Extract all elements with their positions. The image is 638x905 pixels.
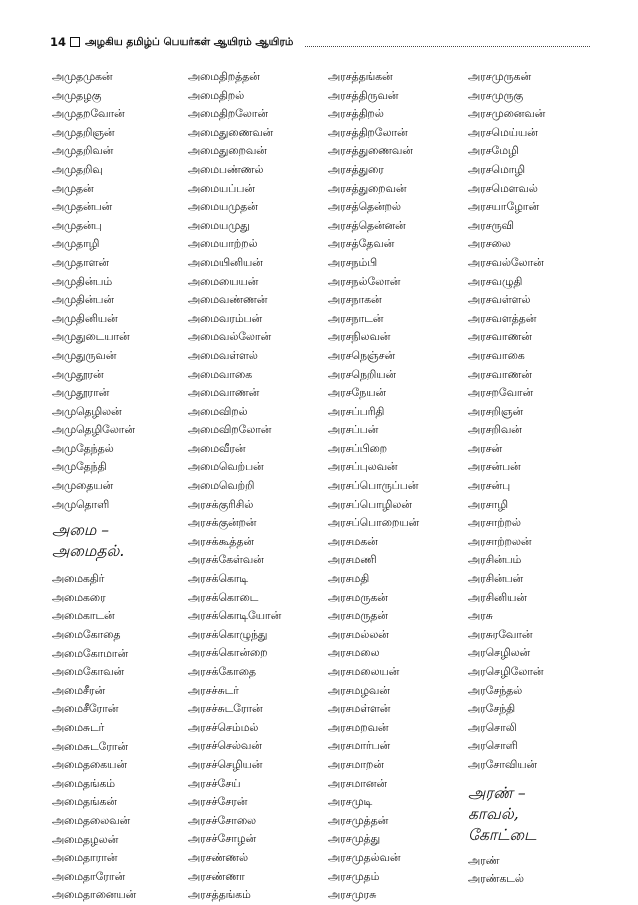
name-entry: அரசச்செல்வன்	[188, 739, 262, 753]
name-entry: அமைவள்ளல்	[188, 348, 258, 362]
name-entry: அரசெழிலன்	[468, 646, 531, 660]
name-entry: அமுதாழி	[52, 237, 100, 251]
name-entry: அரசக்கொடை	[188, 590, 259, 604]
column-3	[328, 68, 460, 905]
name-entry: அமைவரம்பன்	[188, 311, 263, 325]
heading-line: அமை –	[52, 521, 110, 540]
name-entry: அரசமலை	[328, 646, 380, 660]
section-heading-aran	[468, 783, 600, 846]
name-entry: அமைதலைவன்	[52, 813, 130, 827]
name-entry: அமுதன்பன்	[52, 200, 112, 214]
name-entry: அமுதேந்தி	[52, 460, 107, 474]
name-entry: அமைசுடரோன்	[52, 739, 128, 753]
name-entry: அரசச்சேய்	[188, 776, 241, 790]
name-entry: அமையினியன்	[188, 255, 263, 269]
name-entry: அரசமுத்து	[328, 832, 380, 846]
name-entry: அரசண்ணா	[188, 869, 245, 883]
name-entry: அமைதங்கன்	[52, 795, 117, 809]
name-entry: அரசக்கொடியோன்	[188, 609, 282, 623]
name-entry: அரசவாணன்	[468, 330, 532, 344]
name-entry: அமையப்பன்	[188, 181, 255, 195]
name-entry: அமைதங்கம்	[52, 776, 115, 790]
name-entry: அரசத்திறல்	[328, 107, 384, 121]
name-entry: அரசெழிலோன்	[468, 665, 544, 678]
name-entry: அரசன்பன்	[468, 460, 521, 474]
name-entry: அமைவாகை	[188, 367, 253, 381]
name-entry: அமைவிறலோன்	[188, 423, 272, 437]
name-entry: அரசமுருகன்	[468, 70, 531, 83]
name-entry: அரசலை	[468, 237, 511, 251]
name-entry: அரசமருதன்	[328, 609, 388, 623]
book-title: அழகிய தமிழ்ப் பெயர்கள் ஆயிரம் ஆயிரம்	[85, 35, 294, 48]
name-entry: அமுதொளி	[52, 497, 109, 511]
name-entry: அரசவாகை	[468, 348, 525, 362]
name-entry: அரசேந்தல்	[468, 683, 523, 697]
name-entry: அமைதாரோன்	[52, 869, 125, 883]
name-entry: அமையமுதன்	[188, 200, 258, 214]
name-entry: அரசப்புலவன்	[328, 460, 398, 474]
name-entry: அரசநாடன்	[328, 311, 384, 325]
name-entry: அமுதன்	[52, 181, 94, 195]
name-entry: அமைதழலன்	[52, 832, 119, 846]
name-entry: அரசப்பொறையன்	[328, 516, 419, 530]
name-entry: அமையமுது	[188, 218, 250, 232]
word-list	[188, 68, 320, 905]
name-entry: அமுதறிவு	[52, 162, 103, 176]
name-entry: அமுதினியன்	[52, 311, 118, 325]
section-heading-amai	[52, 520, 184, 562]
name-entry: அரசறிஞன்	[468, 404, 523, 418]
column-1	[52, 68, 184, 905]
name-entry: அரசவளத்தன்	[468, 311, 537, 325]
name-entry: அமைதிறத்தன்	[188, 70, 260, 83]
name-entry: அரசநாகன்	[328, 293, 382, 307]
name-entry: அரசக்கோதை	[188, 665, 256, 678]
name-entry: அரசொளி	[468, 739, 518, 753]
name-entry: அரசமகன்	[328, 534, 378, 548]
name-entry: அமையாற்றல்	[188, 237, 258, 251]
name-entry: அரசக்கொன்றை	[188, 646, 268, 660]
name-entry: அரசத்திருவன்	[328, 88, 399, 102]
name-entry: அரசத்துரை	[328, 162, 384, 176]
name-entry: அரசமறவன்	[328, 720, 389, 734]
name-entry: அரசண்ணல்	[188, 850, 248, 864]
name-entry: அரசமௌவல்	[468, 181, 538, 195]
name-entry: அரசன்பு	[468, 479, 511, 493]
name-entry: அரசவள்ளல்	[468, 293, 531, 307]
name-entry: அரசின்பம்	[468, 553, 522, 567]
name-entry: அரசத்தென்றல்	[328, 200, 401, 214]
name-entry: அரசயாழோன்	[468, 200, 539, 214]
name-entry: அரசறவோன்	[468, 386, 534, 400]
name-entry: அமைவெற்றி	[188, 479, 255, 493]
name-entry: அமுதமுகன்	[52, 70, 113, 83]
name-entry: அரசச்சுடரோன்	[188, 702, 263, 716]
name-entry: அரசச்சோழன்	[188, 832, 256, 846]
name-entry: அமைதானையன்	[52, 888, 136, 902]
name-entry: அமுதுடையான்	[52, 330, 130, 344]
word-list	[468, 852, 600, 889]
name-entry: அமைவெற்பன்	[188, 460, 264, 474]
name-entry: அரசப்பொழிலன்	[328, 497, 412, 511]
name-entry: அரசநெறியன்	[328, 367, 396, 381]
name-entry: அமுதெழிலோன்	[52, 423, 135, 437]
name-entry: அரசின்பன்	[468, 572, 524, 586]
column-4	[468, 68, 600, 889]
name-entry: அமைவல்லோன்	[188, 330, 271, 344]
name-entry: அரசநல்லோன்	[328, 274, 401, 288]
name-entry: அமுதின்பன்	[52, 293, 114, 307]
name-entry: அரசச்செழியன்	[188, 757, 263, 771]
name-entry: அமுதூரான்	[52, 386, 110, 400]
page-header	[50, 34, 590, 50]
name-entry: அமுதாளன்	[52, 255, 109, 269]
name-entry: அமைபண்ணல்	[188, 162, 264, 176]
name-entry: அரசறிவன்	[468, 423, 522, 437]
name-entry: அரசத்தங்கம்	[188, 888, 251, 902]
name-entry: அரசவல்லோன்	[468, 255, 544, 269]
name-entry: அரசமள்ளன்	[328, 702, 391, 716]
name-entry: அரசமலையன்	[328, 665, 400, 678]
column-2	[188, 68, 320, 905]
name-entry: அரசமருகன்	[328, 590, 388, 604]
name-entry: அரசத்திறலோன்	[328, 125, 408, 139]
heading-line: காவல்,	[468, 804, 519, 823]
name-entry: அரசமொழி	[468, 162, 525, 176]
name-entry: அரசச்செம்மல்	[188, 720, 259, 734]
name-entry: அமுதழகு	[52, 88, 102, 102]
name-entry: அரசமுத்தன்	[328, 813, 389, 827]
name-entry: அரசமணி	[328, 553, 377, 567]
word-list	[328, 68, 460, 905]
name-entry: அரசாற்றல்	[468, 516, 521, 530]
name-entry: அரசொலி	[468, 720, 517, 734]
name-entry: அரசருவி	[468, 218, 514, 232]
name-entry: அமுதையன்	[52, 479, 113, 493]
name-entry: அரசமானன்	[328, 776, 387, 790]
name-entry: அரசத்துறைவன்	[328, 181, 407, 195]
name-entry: அரசநெஞ்சன்	[328, 348, 395, 362]
name-entry: அமுதறவோன்	[52, 107, 125, 121]
name-entry: அரசப்பிறை	[328, 441, 388, 455]
name-entry: அமைகாடன்	[52, 609, 115, 623]
name-entry: அரசவழுதி	[468, 274, 523, 288]
name-entry: அமுதின்பம்	[52, 274, 113, 288]
name-entry: அமைதுறைவன்	[188, 144, 267, 158]
name-entry: அமைகோவன்	[52, 665, 124, 679]
name-entry: அமைசுடர்	[52, 721, 105, 734]
name-entry: அரசச்சுடர்	[188, 683, 239, 697]
name-entry: அரசமாறன்	[328, 757, 384, 771]
name-entry: அரசத்தங்கன்	[328, 70, 393, 83]
name-entry: அமைகோதை	[52, 628, 121, 642]
name-entry: அரசமேழி	[468, 144, 519, 158]
name-entry: அரசக்குன்றன்	[188, 516, 257, 530]
name-entry: அரசமழவன்	[328, 683, 390, 697]
page-number: 14	[50, 35, 67, 49]
name-entry: அமைகோமான்	[52, 646, 128, 660]
name-entry: அரசச்சோலை	[188, 813, 256, 827]
name-entry: அரசத்தென்னன்	[328, 218, 406, 232]
name-entry: அரசப்பொருப்பன்	[328, 479, 419, 493]
name-entry: அரசு	[468, 609, 493, 623]
name-entry: அமைவீரன்	[188, 441, 246, 455]
name-entry: அரசமுருகு	[468, 88, 524, 102]
name-entry: அரசக்குரிசில்	[188, 497, 254, 511]
name-entry: அமைகதிர்	[52, 572, 105, 586]
name-entry: அமுதறிஞன்	[52, 125, 115, 139]
name-entry: அமைதுணைவன்	[188, 125, 274, 139]
name-entry: அரசமெய்யன்	[468, 125, 538, 139]
heading-line: அரண் –	[468, 783, 526, 802]
name-entry: அமைசீரோன்	[52, 702, 119, 716]
word-list	[52, 68, 184, 514]
name-entry: அரசுரவோன்	[468, 627, 533, 641]
name-entry: அரசப்பரிதி	[328, 404, 385, 418]
name-entry: அரசநம்பி	[328, 255, 378, 269]
name-entry: அரசக்கொடி	[188, 572, 249, 586]
name-entry: அரசினியன்	[468, 590, 527, 604]
name-entry: அரசமுதம்	[328, 869, 380, 883]
name-entry: அரசேந்தி	[468, 702, 515, 716]
name-entry: அமுதுருவன்	[52, 348, 117, 362]
name-entry: அரசத்துணைவன்	[328, 144, 413, 158]
name-entry: அமைவண்ணன்	[188, 293, 268, 307]
heading-line: அமைதல்.	[52, 542, 125, 561]
name-entry: அரசக்கேள்வன்	[188, 553, 264, 567]
name-entry: அரசமுடி	[328, 795, 373, 809]
name-entry: அரண்	[468, 853, 500, 867]
name-entry: அரசமுரசு	[328, 888, 377, 902]
name-entry: அரசமுனைவன்	[468, 107, 546, 121]
name-entry: அரசத்தேவன்	[328, 237, 395, 251]
word-list	[468, 68, 600, 775]
name-entry: அமையையன்	[188, 274, 259, 288]
name-entry: அரசமதி	[328, 572, 370, 586]
name-entry: அமைசீரன்	[52, 683, 105, 697]
name-entry: அரசோவியன்	[468, 757, 537, 771]
name-entry: அமைதிறல்	[188, 88, 245, 102]
name-entry: அமைதாரான்	[52, 851, 118, 865]
word-list	[52, 570, 184, 905]
name-entry: அரண்கடல்	[468, 872, 524, 886]
name-entry: அரசாற்றலன்	[468, 534, 532, 548]
name-entry: அமைவிறல்	[188, 404, 248, 418]
name-entry: அமைவாணன்	[188, 386, 260, 400]
name-entry: அமைதிறலோன்	[188, 107, 268, 121]
name-entry: அரசாழி	[468, 497, 508, 511]
name-entry: அரசன்	[468, 441, 503, 455]
name-entry: அமைதகையன்	[52, 758, 127, 772]
name-entry: அரசமுதல்வன்	[328, 850, 401, 864]
name-entry: அரசநேயன்	[328, 386, 386, 400]
dotted-leader	[305, 37, 590, 47]
name-entry: அரசமார்பன்	[328, 739, 391, 753]
square-bullet-icon	[70, 37, 80, 47]
name-entry: அமைகரை	[52, 590, 106, 604]
name-entry: அரசக்கூத்தன்	[188, 534, 254, 548]
name-entry: அரசப்பன்	[328, 423, 379, 437]
name-entry: அரசமல்லன்	[328, 627, 389, 641]
name-entry: அரசவாணன்	[468, 367, 532, 381]
name-entry: அரசச்சேரன்	[188, 795, 248, 809]
name-entry: அமுதன்பு	[52, 218, 102, 232]
name-entry: அமுதறிவன்	[52, 144, 114, 158]
name-entry: அமுதேந்தல்	[52, 441, 114, 455]
name-entry: அமுதெழிலன்	[52, 404, 122, 418]
heading-line: கோட்டை	[468, 825, 537, 844]
name-entry: அமுதூரன்	[52, 367, 104, 381]
name-entry: அரசநிலவன்	[328, 330, 391, 344]
name-entry: அரசக்கொழுந்து	[188, 627, 268, 641]
